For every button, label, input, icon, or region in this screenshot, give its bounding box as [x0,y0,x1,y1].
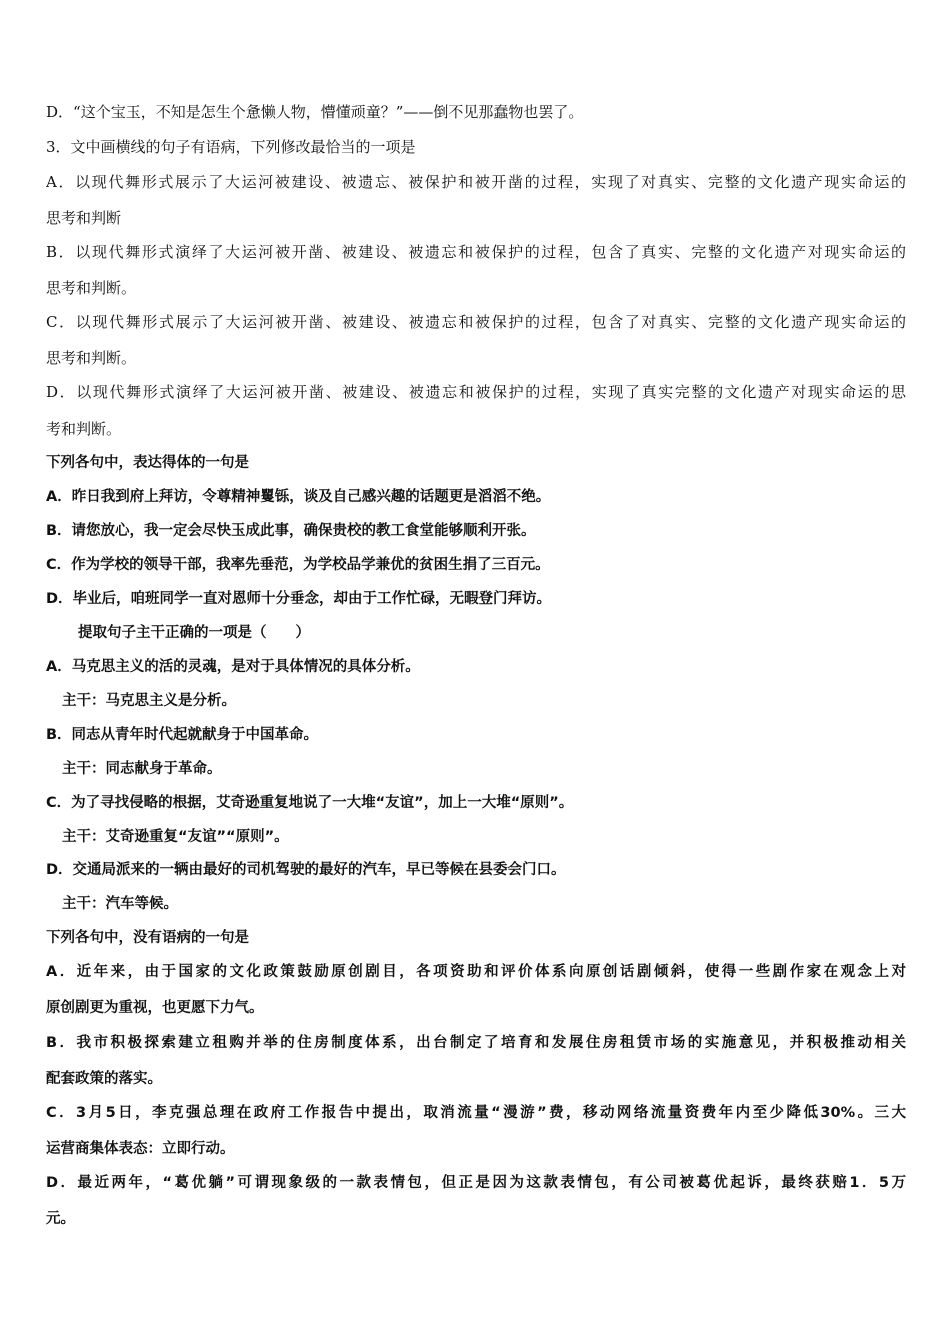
q5-option-b-main: 主干：同志献身于革命。 [62,761,222,777]
q6-option-a: A．近年来，由于国家的文化政策鼓励原创剧目，各项资助和评价体系向原创话剧倾斜，使得一些剧作家在观念上对 [46,964,906,980]
q3-option-d-cont: 考和判断。 [46,420,122,438]
q5-option-d: D．交通局派来的一辆由最好的司机驾驶的最好的汽车，早已等候在县委会门口。 [46,862,566,878]
q4-option-d: D．毕业后，咱班同学一直对恩师十分垂念，却由于工作忙碌，无暇登门拜访。 [46,591,552,607]
q6-option-a-cont: 原创剧更为重视，也更愿下力气。 [46,1000,264,1016]
q3-option-b: B．以现代舞形式演绎了大运河被开凿、被建设、被遗忘和被保护的过程，包含了真实、完整的文化遗产对现实命运的 [46,243,906,261]
q6-option-d: D．最近两年，“葛优躺”可谓现象级的一款表情包，但正是因为这款表情包，有公司被葛优起诉，最终获赔1．5万 [46,1175,906,1191]
q5-option-b: B．同志从青年时代起就献身于中国革命。 [46,727,319,743]
q3-option-d: D．以现代舞形式演绎了大运河被开凿、被建设、被遗忘和被保护的过程，实现了真实完整的文化遗产对现实命运的思 [46,383,906,401]
q4-stem: 下列各句中，表达得体的一句是 [46,455,249,471]
q6-stem: 下列各句中，没有语病的一句是 [46,930,249,946]
q6-option-d-cont: 元。 [46,1211,75,1227]
q6-option-c-cont: 运营商集体表态：立即行动。 [46,1141,235,1157]
q4-option-b: B．请您放心，我一定会尽快玉成此事，确保贵校的教工食堂能够顺利开张。 [46,523,536,539]
q3-option-a: A．以现代舞形式展示了大运河被建设、被遗忘、被保护和被开凿的过程，实现了对真实、完整的文化遗产现实命运的 [46,173,906,191]
q6-option-c: C．3月5日，李克强总理在政府工作报告中提出，取消流量“漫游”费，移动网络流量资费年内至少降低30%。三大 [46,1105,906,1121]
q5-option-d-main: 主干：汽车等候。 [62,896,178,912]
q5-option-c: C．为了寻找侵略的根据，艾奇逊重复地说了一大堆“友谊”，加上一大堆“原则”。 [46,795,574,811]
q3-option-c: C．以现代舞形式展示了大运河被开凿、被建设、被遗忘和被保护的过程，包含了对真实、完整的文化遗产现实命运的 [46,313,906,331]
q3-option-b-cont: 思考和判断。 [46,279,137,297]
q5-option-c-main: 主干：艾奇逊重复“友谊”“原则”。 [62,829,289,845]
q3-stem: 3．文中画横线的句子有语病，下列修改最恰当的一项是 [46,138,416,156]
q4-option-a: A．昨日我到府上拜访，令尊精神矍铄，谈及自己感兴趣的话题更是滔滔不绝。 [46,489,551,505]
q5-option-a-main: 主干：马克思主义是分析。 [62,693,236,709]
q6-option-b-cont: 配套政策的落实。 [46,1071,162,1087]
q3-option-a-cont: 思考和判断 [46,209,122,227]
q2-option-d: D．“这个宝玉，不知是怎生个惫懒人物，懵懂顽童？”——倒不见那蠢物也罢了。 [46,103,584,121]
q5-option-a: A．马克思主义的活的灵魂，是对于具体情况的具体分析。 [46,659,420,675]
q4-option-c: C．作为学校的领导干部，我率先垂范，为学校品学兼优的贫困生捐了三百元。 [46,557,550,573]
q5-stem: 提取句子主干正确的一项是（ ） [78,625,310,641]
q3-option-c-cont: 思考和判断。 [46,349,137,367]
q6-option-b: B．我市积极探索建立租购并举的住房制度体系，出台制定了培育和发展住房租赁市场的实施意见，并积极推动相关 [46,1035,906,1051]
